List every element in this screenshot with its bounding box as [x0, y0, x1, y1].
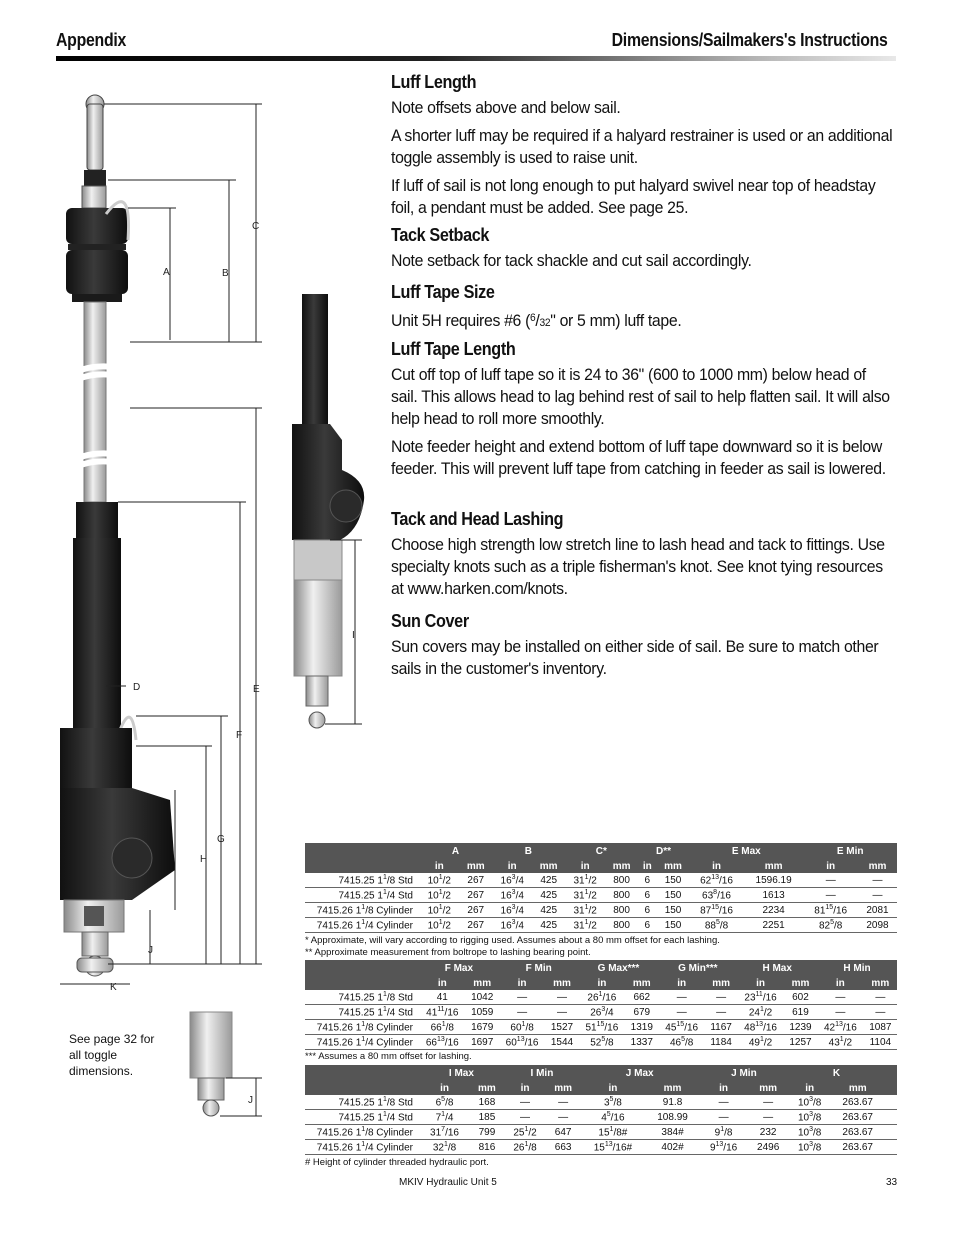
table-cell: 7415.25 $1^1/8$ Std: [305, 873, 419, 888]
table-cell: 1679: [466, 1020, 499, 1035]
unit-header: in: [499, 976, 546, 990]
table-cell: 41: [419, 990, 466, 1005]
table-cell: —: [504, 1095, 546, 1110]
table-cell: —: [803, 873, 858, 888]
column-group-header: F Min: [499, 960, 579, 976]
dimension-table-f-h: [305, 960, 897, 1050]
table-row: [305, 918, 897, 933]
table-cell: $10^1/2$: [419, 873, 460, 888]
table-cell: 7415.26 $1^1/8$ Cylinder: [305, 1020, 419, 1035]
table-cell: 150: [657, 888, 689, 903]
table-cell: —: [545, 990, 578, 1005]
table-cell: $31^1/2$: [565, 888, 606, 903]
table-cell: —: [658, 990, 705, 1005]
table-cell: 799: [470, 1125, 504, 1140]
unit-header: in: [788, 1081, 830, 1095]
column-group-header: I Max: [419, 1065, 504, 1081]
table-cell: —: [748, 1110, 789, 1125]
dim-label-j: J: [148, 945, 153, 956]
table-cell: 1239: [784, 1020, 817, 1035]
unit-header: mm: [605, 859, 637, 873]
table-cell: 267: [460, 918, 492, 933]
table-cell: $88^5/8$: [689, 918, 744, 933]
dim-label-e: E: [253, 684, 260, 695]
unit-header: in: [504, 1081, 546, 1095]
unit-header: mm: [784, 976, 817, 990]
table-cell: $7^1/4$: [419, 1110, 470, 1125]
table-cell: $87^{15}/16$: [689, 903, 744, 918]
table-cell: —: [858, 873, 897, 888]
table-cell: 425: [533, 918, 565, 933]
unit-header: in: [699, 1081, 747, 1095]
table-cell: —: [499, 990, 546, 1005]
dim-label-f: F: [236, 730, 243, 741]
table-cell: $45^{15}/16$: [658, 1020, 705, 1035]
table-notes: *** Assumes a 80 mm offset for lashing.: [305, 1051, 472, 1062]
column-group-header: D**: [638, 843, 689, 859]
paragraph: Unit 5H requires #6 ($^6$/32" or 5 mm) luff tape.: [391, 311, 682, 330]
table-cell: $82^5/8$: [803, 918, 858, 933]
table-row: [305, 1020, 897, 1035]
feeder-view-illustration: [292, 294, 364, 728]
column-group-header: E Max: [689, 843, 803, 859]
dim-label-i: I: [352, 630, 355, 641]
table-cell: 2234: [744, 903, 804, 918]
table-row: [305, 888, 897, 903]
table-cell: 7415.26 $1^1/8$ Cylinder: [305, 903, 419, 918]
table-cell: 1613: [744, 888, 804, 903]
table-cell: $41^{11}/16$: [419, 1005, 466, 1020]
dim-label-a: A: [163, 267, 170, 278]
table-cell: 800: [605, 888, 637, 903]
unit-header: in: [419, 859, 460, 873]
table-row: [305, 1095, 897, 1110]
page-title: Dimensions/Sailmakers's Instructions: [612, 30, 888, 50]
table-cell: $16^3/4$: [492, 903, 533, 918]
table-cell: —: [817, 1005, 864, 1020]
unit-header: mm: [858, 859, 897, 873]
table-cell: 7415.25 $1^1/8$ Std: [305, 990, 419, 1005]
table-cell: 816: [470, 1140, 504, 1155]
table-cell: $16^3/4$: [492, 918, 533, 933]
section-luff-length: [391, 72, 891, 225]
table-cell: 7415.25 $1^1/4$ Std: [305, 1110, 419, 1125]
table-cell: 1167: [705, 1020, 737, 1035]
table-cell: 232: [748, 1125, 789, 1140]
dim-label-h: H: [200, 854, 208, 865]
paragraph: Sun covers may be installed on either side of sail. Be sure to match other sails in the customer's inventory.: [391, 637, 879, 678]
table-cell: $15^{13}/16\#$: [580, 1140, 646, 1155]
unit-header: in: [817, 976, 864, 990]
table-cell: 1184: [705, 1035, 737, 1050]
unit-header: mm: [546, 1081, 580, 1095]
table-cell: $15^1/8\#$: [580, 1125, 646, 1140]
column-group-header: E Min: [803, 843, 897, 859]
table-cell: $24^1/2$: [737, 1005, 784, 1020]
unit-header: in: [579, 976, 626, 990]
unit-header: in: [803, 859, 858, 873]
paragraph: Note offsets above and below sail.: [391, 98, 621, 117]
dim-label-b: B: [222, 268, 229, 279]
table-cell: 263.67: [831, 1095, 885, 1110]
section-tack-setback: [391, 225, 891, 278]
table-cell: 1059: [466, 1005, 499, 1020]
table-cell: $26^1/16$: [579, 990, 626, 1005]
unit-header: mm: [705, 976, 737, 990]
table-cell: —: [817, 990, 864, 1005]
unit-header: mm: [748, 1081, 789, 1095]
table-row: [305, 1005, 897, 1020]
table-cell: —: [699, 1095, 747, 1110]
table-row: [305, 1035, 897, 1050]
unit-header: mm: [625, 976, 658, 990]
table-cell: 800: [605, 873, 637, 888]
dimension-table-a-e: [305, 843, 897, 933]
table-cell: $42^{13}/16$: [817, 1020, 864, 1035]
table-cell: 263.67: [831, 1125, 885, 1140]
unit-header: in: [492, 859, 533, 873]
table-cell: $43^1/2$: [817, 1035, 864, 1050]
table-cell: $66^1/8$: [419, 1020, 466, 1035]
table-cell: 1087: [864, 1020, 897, 1035]
unit-header: mm: [744, 859, 804, 873]
unit-header: in: [419, 1081, 470, 1095]
table-cell: 679: [625, 1005, 658, 1020]
table-cell: 1319: [625, 1020, 658, 1035]
table-cell: 1104: [864, 1035, 897, 1050]
table-cell: $10^3/8$: [788, 1140, 830, 1155]
table-cell: 647: [546, 1125, 580, 1140]
paragraph: Cut off top of luff tape so it is 24 to 36" (600 to 1000 mm) below head of sail. This allows head to lag behind rest of sail to help flatten sail. It will also help head to roll more smoothly.: [391, 365, 890, 428]
table-cell: 263.67: [831, 1110, 885, 1125]
unit-header: mm: [533, 859, 565, 873]
table-cell: 384#: [646, 1125, 700, 1140]
table-cell: $31^7/16$: [419, 1125, 470, 1140]
table-cell: $66^{13}/16$: [419, 1035, 466, 1050]
paragraph: Note setback for tack shackle and cut sail accordingly.: [391, 251, 752, 270]
table-cell: 7415.26 $1^1/4$ Cylinder: [305, 1140, 419, 1155]
table-cell: $10^3/8$: [788, 1095, 830, 1110]
table-row: [305, 873, 897, 888]
toggle-note: See page 32 for all toggle dimensions.: [69, 1032, 155, 1078]
table-cell: 267: [460, 888, 492, 903]
column-group-header: F Max: [419, 960, 499, 976]
column-group-header: J Min: [699, 1065, 788, 1081]
table-cell: 1257: [784, 1035, 817, 1050]
paragraph: If luff of sail is not long enough to put halyard swivel near top of headstay foil, a pendant must be added. See page 25.: [391, 176, 876, 217]
section-luff-tape-size: [391, 282, 891, 340]
column-group-header: H Max: [737, 960, 817, 976]
table-cell: $10^3/8$: [788, 1125, 830, 1140]
table-cell: 2081: [858, 903, 897, 918]
table-cell: —: [699, 1110, 747, 1125]
table-cell: $9^1/8$: [699, 1125, 747, 1140]
table-cell: —: [748, 1095, 789, 1110]
table-cell: $10^3/8$: [788, 1110, 830, 1125]
table-cell: —: [803, 888, 858, 903]
main-unit-illustration: [60, 95, 175, 976]
table-row: [305, 1110, 897, 1125]
table-cell: —: [858, 888, 897, 903]
unit-header: mm: [470, 1081, 504, 1095]
paragraph: Choose high strength low stretch line to lash head and tack to fittings. Use specialty knots such as a triple fisherman's knot. See knot tying resources at www.harken.com/knots.: [391, 535, 885, 598]
table-cell: 267: [460, 903, 492, 918]
table-cell: —: [658, 1005, 705, 1020]
table-cell: $9^{13}/16$: [699, 1140, 747, 1155]
table-row: [305, 903, 897, 918]
table-cell: 662: [625, 990, 658, 1005]
table-cell: 7415.26 $1^1/4$ Cylinder: [305, 918, 419, 933]
table-notes: * Approximate, will vary according to rigging used. Assumes about a 80 mm offset for each lashing. ** Approximate measurement from boltrope to lashing bearing point.: [305, 935, 720, 958]
table-cell: 2496: [748, 1140, 789, 1155]
table-cell: —: [504, 1110, 546, 1125]
table-cell: 150: [657, 918, 689, 933]
page-number: 33: [886, 1177, 898, 1188]
column-group-header: G Min***: [658, 960, 737, 976]
table-cell: $6^5/8$: [419, 1095, 470, 1110]
table-cell: 619: [784, 1005, 817, 1020]
paragraph: Note feeder height and extend bottom of luff tape downward so it is below feeder. This will prevent luff tape from catching in feeder as sail is lowered.: [391, 437, 886, 478]
table-cell: 425: [533, 873, 565, 888]
table-cell: $31^1/2$: [565, 873, 606, 888]
unit-header: mm: [545, 976, 578, 990]
table-cell: 6: [638, 903, 657, 918]
table-cell: —: [705, 990, 737, 1005]
dim-label-c: C: [252, 221, 260, 232]
unit-header: mm: [657, 859, 689, 873]
unit-header: [891, 1081, 897, 1095]
table-cell: 150: [657, 903, 689, 918]
table-cell: $25^1/2$: [504, 1125, 546, 1140]
table-cell: 1527: [545, 1020, 578, 1035]
table-cell: $48^{13}/16$: [737, 1020, 784, 1035]
column-group-header: G Max***: [579, 960, 659, 976]
unit-header: in: [658, 976, 705, 990]
paragraph: A shorter luff may be required if a halyard restrainer is used or an additional toggle assembly is used to raise unit.: [391, 126, 893, 167]
dim-label-k: K: [110, 982, 117, 993]
section-title: Luff Tape Length: [391, 339, 516, 359]
column-group-header: H Min: [817, 960, 897, 976]
section-title: Tack and Head Lashing: [391, 509, 564, 529]
unit-header: mm: [646, 1081, 700, 1095]
table-cell: $51^{15}/16$: [579, 1020, 626, 1035]
unit-header: in: [419, 976, 466, 990]
table-cell: $10^1/2$: [419, 903, 460, 918]
table-cell: 6: [638, 888, 657, 903]
toggle-view-illustration: [190, 1012, 232, 1116]
table-cell: 1544: [545, 1035, 578, 1050]
table-cell: 7415.26 $1^1/8$ Cylinder: [305, 1125, 419, 1140]
table-cell: 402#: [646, 1140, 700, 1155]
table-cell: 1042: [466, 990, 499, 1005]
table-cell: $23^{11}/16$: [737, 990, 784, 1005]
dimension-table-i-k: [305, 1065, 897, 1155]
table-cell: 108.99: [646, 1110, 700, 1125]
table-cell: 168: [470, 1095, 504, 1110]
table-cell: $3^5/8$: [580, 1095, 646, 1110]
table-cell: —: [499, 1005, 546, 1020]
table-cell: 7415.25 $1^1/8$ Std: [305, 1095, 419, 1110]
table-cell: 800: [605, 903, 637, 918]
table-cell: $26^3/4$: [579, 1005, 626, 1020]
table-cell: $46^5/8$: [658, 1035, 705, 1050]
table-cell: 6: [638, 918, 657, 933]
unit-header: mm: [831, 1081, 885, 1095]
table-cell: 2098: [858, 918, 897, 933]
unit-header: mm: [864, 976, 897, 990]
table-cell: 425: [533, 903, 565, 918]
dim-label-d: D: [133, 682, 141, 693]
table-cell: 150: [657, 873, 689, 888]
table-cell: —: [864, 990, 897, 1005]
table-cell: $16^3/4$: [492, 888, 533, 903]
table-cell: 1337: [625, 1035, 658, 1050]
dim-label-j-toggle: J: [248, 1095, 253, 1106]
table-cell: 7415.26 $1^1/4$ Cylinder: [305, 1035, 419, 1050]
column-group-header: B: [492, 843, 565, 859]
unit-header: in: [638, 859, 657, 873]
section-title: Sun Cover: [391, 611, 469, 631]
table-cell: —: [545, 1005, 578, 1020]
section-title: Luff Length: [391, 72, 477, 92]
section-luff-tape-length: [391, 339, 891, 486]
table-cell: $60^1/8$: [499, 1020, 546, 1035]
table-cell: 663: [546, 1140, 580, 1155]
unit-header: mm: [466, 976, 499, 990]
table-cell: $31^1/2$: [565, 918, 606, 933]
section-title: Tack Setback: [391, 225, 490, 245]
unit-header: in: [565, 859, 606, 873]
column-group-header: J Max: [580, 1065, 699, 1081]
table-cell: $10^1/2$: [419, 888, 460, 903]
table-cell: 6: [638, 873, 657, 888]
table-cell: $49^1/2$: [737, 1035, 784, 1050]
table-row: [305, 990, 897, 1005]
table-cell: —: [546, 1110, 580, 1125]
table-row: [305, 1125, 897, 1140]
page-section-title: Appendix: [56, 30, 127, 50]
table-cell: 7415.25 $1^1/4$ Std: [305, 1005, 419, 1020]
table-cell: $62^{13}/16$: [689, 873, 744, 888]
column-group-header: C*: [565, 843, 638, 859]
table-cell: —: [864, 1005, 897, 1020]
dim-label-g: G: [217, 834, 225, 845]
table-cell: —: [546, 1095, 580, 1110]
column-group-header: I Min: [504, 1065, 580, 1081]
table-cell: 267: [460, 873, 492, 888]
table-cell: $63^8/16$: [689, 888, 744, 903]
section-sun-cover: [391, 611, 891, 686]
table-cell: $32^1/8$: [419, 1140, 470, 1155]
footer-product-name: MKIV Hydraulic Unit 5: [399, 1177, 497, 1188]
unit-header: in: [580, 1081, 646, 1095]
table-cell: $60^{13}/16$: [499, 1035, 546, 1050]
table-cell: 1697: [466, 1035, 499, 1050]
unit-header: mm: [460, 859, 492, 873]
section-tack-head-lashing: [391, 509, 891, 606]
table-cell: $26^1/8$: [504, 1140, 546, 1155]
table-cell: $10^1/2$: [419, 918, 460, 933]
table-cell: $31^1/2$: [565, 903, 606, 918]
table-cell: $52^5/8$: [579, 1035, 626, 1050]
table-notes: # Height of cylinder threaded hydraulic port.: [305, 1157, 489, 1168]
table-cell: 263.67: [831, 1140, 885, 1155]
table-cell: —: [705, 1005, 737, 1020]
column-group-header: K: [788, 1065, 884, 1081]
table-cell: 425: [533, 888, 565, 903]
table-cell: $4^5/16$: [580, 1110, 646, 1125]
table-cell: $81^{15}/16$: [803, 903, 858, 918]
table-cell: 800: [605, 918, 637, 933]
table-row: [305, 1140, 897, 1155]
unit-header: in: [737, 976, 784, 990]
table-cell: 602: [784, 990, 817, 1005]
table-cell: $16^3/4$: [492, 873, 533, 888]
table-cell: 185: [470, 1110, 504, 1125]
table-cell: 1596.19: [744, 873, 804, 888]
table-cell: 7415.25 $1^1/4$ Std: [305, 888, 419, 903]
section-title: Luff Tape Size: [391, 282, 495, 302]
table-cell: 2251: [744, 918, 804, 933]
column-group-header: A: [419, 843, 492, 859]
table-cell: 91.8: [646, 1095, 700, 1110]
unit-header: in: [689, 859, 744, 873]
